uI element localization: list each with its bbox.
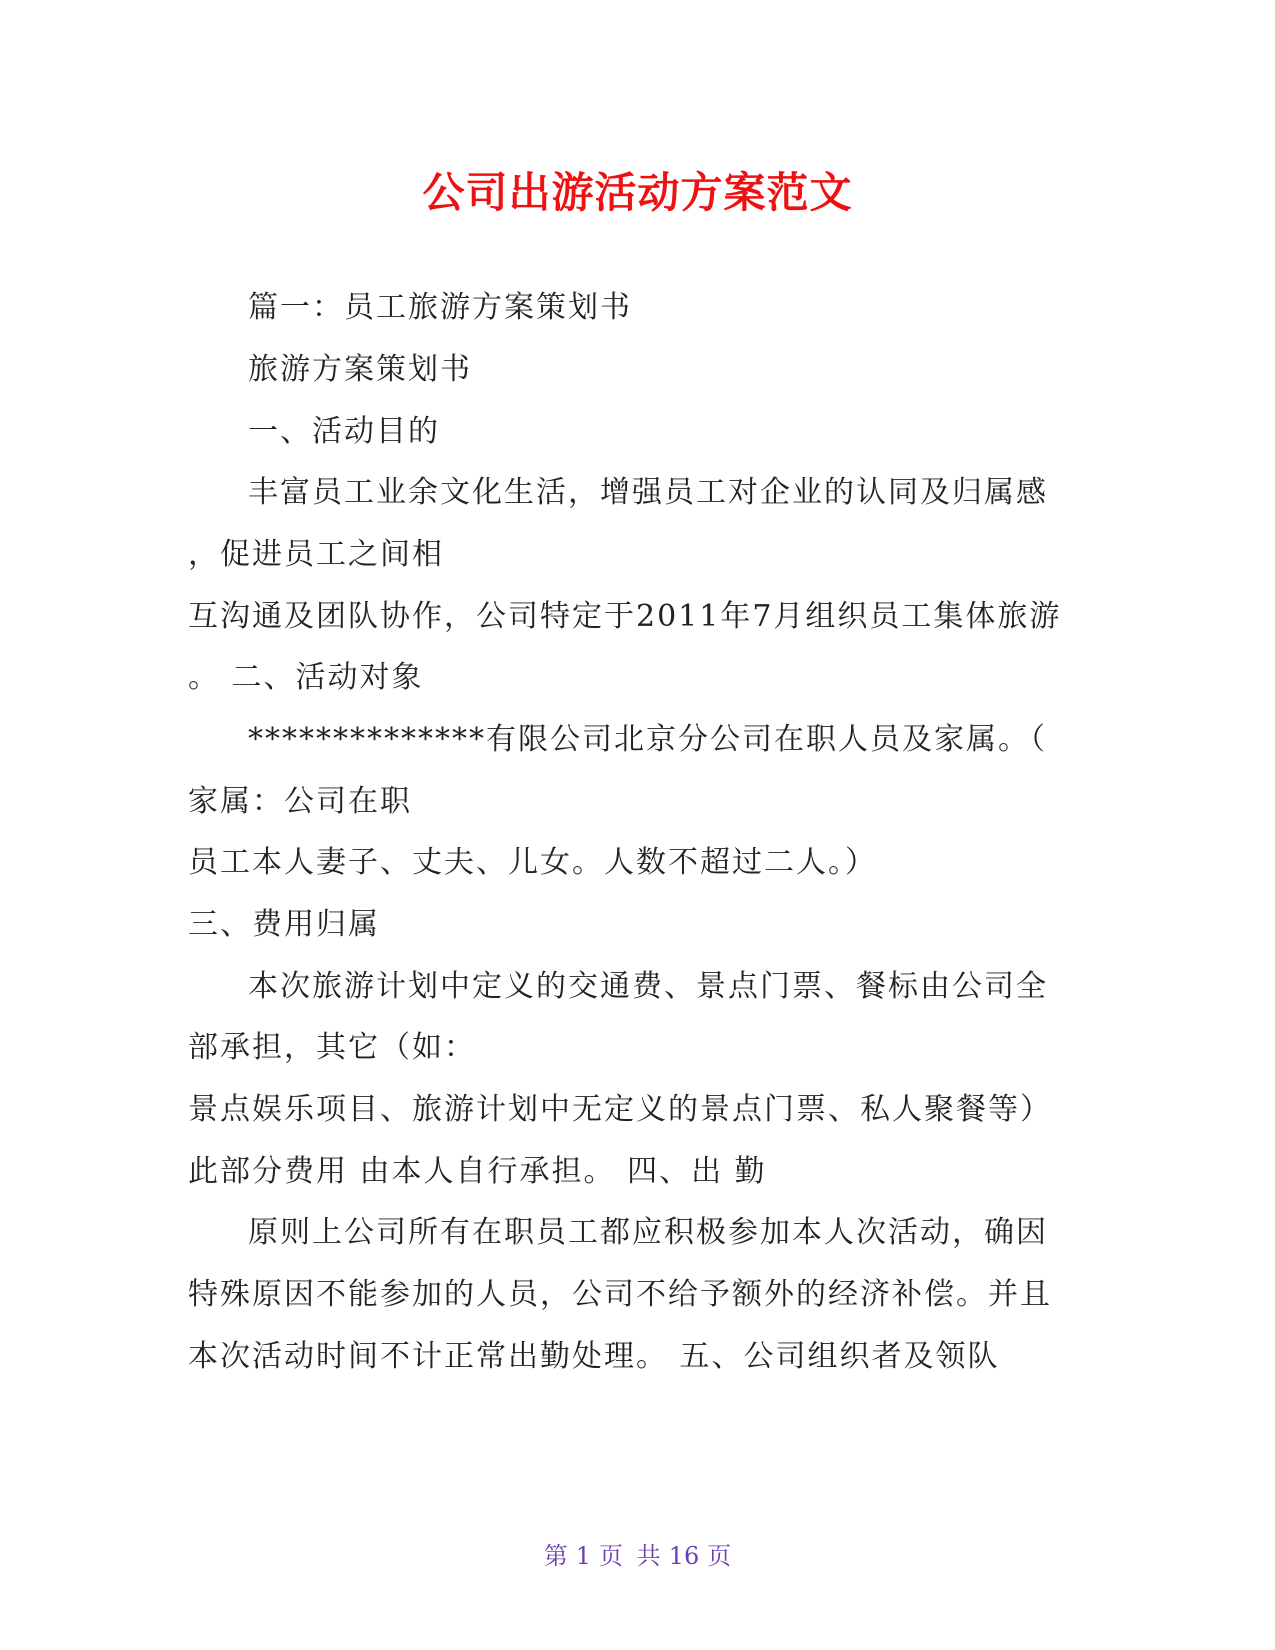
footer-middle: 页 共 [599,1542,661,1570]
paragraph-line: 员工本人妻子、丈夫、儿女。人数不超过二人。） [188,845,877,880]
paragraph-line: 互沟通及团队协作，公司特定于2011年7月组织员工集体旅游 [188,599,1062,634]
paragraph-line: 。 二、活动对象 [188,660,424,695]
section-heading: 三、费用归属 [188,907,380,942]
footer-prefix: 第 [543,1542,568,1570]
section-heading: 篇一：员工旅游方案策划书 [248,290,632,325]
footer-page-number: 1 [575,1542,592,1570]
paragraph-line: 原则上公司所有在职员工都应积极参加本人次活动，确因 [248,1215,1048,1250]
subtitle: 旅游方案策划书 [248,352,472,387]
page-number-footer [0,1536,1275,1571]
paragraph-line: 特殊原因不能参加的人员，公司不给予额外的经济补偿。并且 [188,1277,1052,1312]
paragraph-line: 此部分费用 由本人自行承担。 四、出 勤 [188,1154,767,1189]
section-heading: 一、活动目的 [248,414,440,449]
paragraph-line: **************有限公司北京分公司在职人员及家属。（ [248,722,1047,757]
paragraph-line: 景点娱乐项目、旅游计划中无定义的景点门票、私人聚餐等） [188,1092,1052,1127]
document-title: 公司出游活动方案范文 [422,168,853,217]
paragraph-line: 家属：公司在职 [188,784,412,819]
paragraph-line: 丰富员工业余文化生活，增强员工对企业的认同及归属感 [248,475,1048,510]
paragraph-line: 本次旅游计划中定义的交通费、景点门票、餐标由公司全 [248,969,1048,1004]
paragraph-line: 部承担，其它（如： [188,1030,476,1065]
footer-total-pages: 16 [668,1542,700,1570]
footer-suffix: 页 [707,1542,732,1570]
paragraph-line: ，促进员工之间相 [188,537,444,572]
paragraph-line: 本次活动时间不计正常出勤处理。 五、公司组织者及领队 [188,1339,1000,1374]
